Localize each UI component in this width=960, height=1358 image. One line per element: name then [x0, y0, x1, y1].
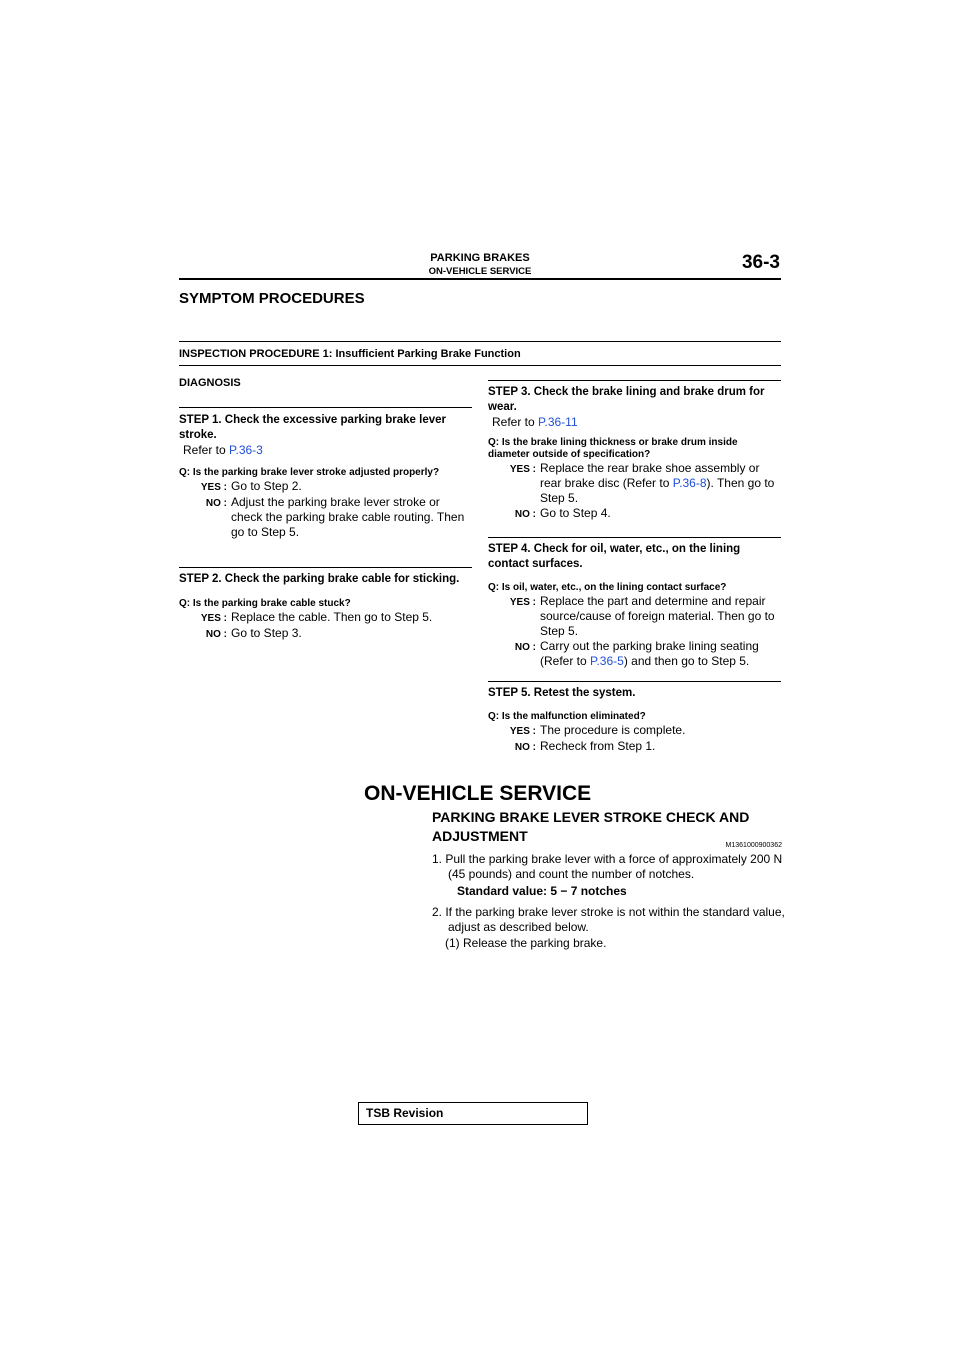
step-title: STEP 1. Check the excessive parking brake lever stroke.	[179, 414, 446, 441]
step-4	[488, 537, 781, 669]
no-text: Adjust the parking brake lever stroke or check the parking brake cable routing. Then go to Step 5.	[231, 495, 465, 539]
step-ref	[492, 415, 781, 429]
document-code: M1361000900362	[725, 842, 782, 849]
yes-answer	[488, 461, 781, 506]
no-answer	[488, 639, 781, 669]
yes-label: YES :	[200, 613, 227, 624]
step-question: Q: Is the parking brake cable stuck?	[179, 598, 351, 609]
yes-label: YES :	[200, 482, 227, 493]
tsb-revision-box	[358, 1102, 588, 1125]
yes-label: YES :	[509, 597, 536, 608]
no-label: NO :	[205, 498, 227, 509]
subsection-title: PARKING BRAKE LEVER STROKE CHECK AND ADJUSTMENT	[432, 809, 750, 844]
no-answer	[179, 626, 472, 642]
instruction-2: 2. If the parking brake lever stroke is not within the standard value, adjust as described below.	[432, 905, 785, 934]
no-answer	[179, 495, 472, 540]
no-answer	[488, 506, 781, 522]
tsb-label: TSB Revision	[366, 1106, 444, 1120]
chapter-title: PARKING BRAKES	[430, 252, 530, 264]
yes-text	[540, 461, 781, 506]
symptom-heading: SYMPTOM PROCEDURES	[179, 290, 365, 307]
no-text: Go to Step 3.	[231, 626, 302, 640]
diagnosis-label: DIAGNOSIS	[179, 377, 241, 389]
divider	[488, 537, 781, 538]
page-number: 36-3	[741, 252, 780, 273]
step-3	[488, 380, 781, 522]
divider	[179, 341, 781, 342]
divider	[179, 365, 781, 366]
on-vehicle-service-title: ON-VEHICLE SERVICE	[364, 782, 592, 805]
instruction-2-1: (1) Release the parking brake.	[445, 936, 607, 950]
yes-answer	[488, 723, 781, 739]
yes-answer	[179, 479, 472, 495]
step-2	[179, 567, 472, 642]
no-text-pre: Carry out the parking brake lining seating (Refer to	[540, 639, 759, 668]
step-question: Q: Is the brake lining thickness or brake drum inside diameter outside of specification?	[488, 437, 738, 460]
yes-text: Replace the part and determine and repair source/cause of foreign material. Then go to Step 5.	[540, 594, 775, 638]
yes-label: YES :	[509, 726, 536, 737]
no-text: Go to Step 4.	[540, 506, 611, 520]
yes-text: Go to Step 2.	[231, 479, 302, 493]
yes-answer	[488, 594, 781, 639]
procedure-title: INSPECTION PROCEDURE 1: Insufficient Parking Brake Function	[179, 348, 521, 360]
divider	[488, 380, 781, 381]
section-title: ON-VEHICLE SERVICE	[428, 266, 532, 277]
divider	[488, 681, 781, 682]
step-title: STEP 2. Check the parking brake cable for sticking.	[179, 573, 460, 585]
no-text-post: ) and then go to Step 5.	[623, 654, 750, 668]
step-1	[179, 407, 472, 540]
no-answer	[488, 739, 781, 755]
step-title: STEP 5. Retest the system.	[488, 687, 636, 699]
no-text	[540, 639, 781, 669]
yes-text-post: ). Then go to Step 5.	[540, 476, 775, 505]
header-rule	[179, 278, 781, 280]
yes-text-pre: Replace the rear brake shoe assembly or rear brake disc (Refer to	[540, 461, 760, 490]
no-label: NO :	[514, 509, 536, 520]
divider	[179, 407, 472, 408]
page-link[interactable]: P.36-3	[229, 443, 263, 457]
divider	[179, 567, 472, 568]
step-ref	[183, 443, 472, 457]
yes-text: Replace the cable. Then go to Step 5.	[231, 610, 433, 624]
yes-label: YES :	[509, 464, 536, 475]
step-title: STEP 3. Check the brake lining and brake drum for wear.	[488, 386, 765, 413]
page-link[interactable]: P.36-8	[672, 476, 707, 490]
instruction-1: 1. Pull the parking brake lever with a force of approximately 200 N (45 pounds) and count the number of notches.	[432, 852, 783, 881]
page-link[interactable]: P.36-11	[538, 415, 578, 429]
step-5	[488, 681, 781, 755]
refer-prefix: Refer to	[492, 415, 539, 429]
standard-value: Standard value: 5 − 7 notches	[457, 884, 627, 898]
no-label: NO :	[205, 629, 227, 640]
step-question: Q: Is the parking brake lever stroke adjusted properly?	[179, 467, 440, 478]
no-label: NO :	[514, 742, 536, 753]
no-text: Recheck from Step 1.	[540, 739, 656, 753]
step-question: Q: Is the malfunction eliminated?	[488, 711, 646, 722]
page-link[interactable]: P.36-5	[590, 654, 624, 668]
step-question: Q: Is oil, water, etc., on the lining contact surface?	[488, 582, 727, 593]
step-title: STEP 4. Check for oil, water, etc., on the lining contact surfaces.	[488, 543, 741, 570]
yes-text: The procedure is complete.	[540, 723, 686, 737]
yes-answer	[179, 610, 472, 626]
refer-prefix: Refer to	[183, 443, 230, 457]
no-label: NO :	[514, 642, 536, 653]
